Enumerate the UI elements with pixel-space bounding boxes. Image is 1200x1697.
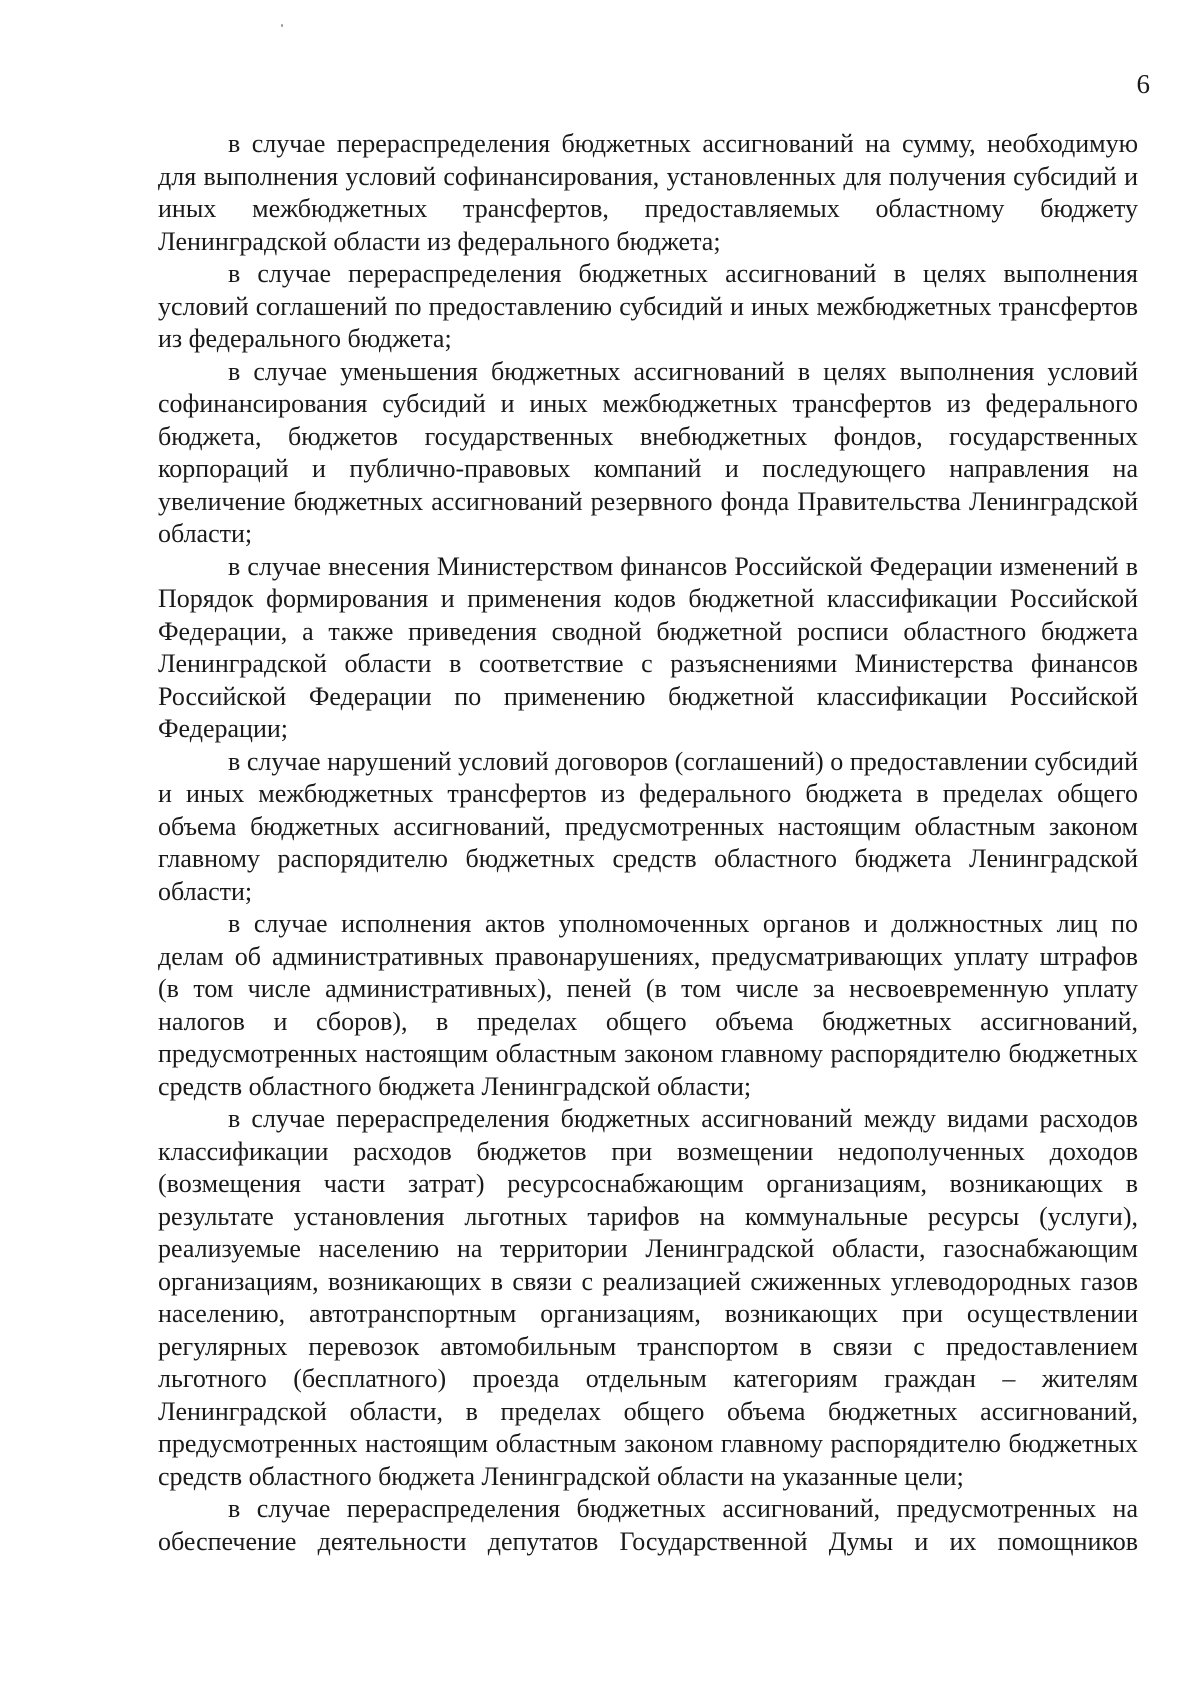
paragraph-tariff-compensation: в случае перераспределения бюджетных ассигнований между видами расходов классификации расходов бюджетов при возмещении недополученных доходов (возмещения части затрат) ресурсоснабжающим организациям, возникающих в результате установления льготных тарифов на коммунальные ресурсы (услуги), реализуемые населению на территории Ленинградской области, газоснабжающим организациям, возникающих в связи с реализацией сжиженных углеводородных газов населению, автотранспортным организациям, возникающих при осуществлении регулярных перевозок автомобильным транспортом в связи с предоставлением льготного (бесплатного) проезда отдельным категориям граждан – жителям Ленинградской области, в пределах общего объема бюджетных ассигнований, предусмотренных настоящим областным законом главному распорядителю бюджетных средств областного бюджета Ленинградской области на указанные цели; — [158, 1104, 1138, 1491]
paragraph-duma-deputies: в случае перераспределения бюджетных ассигнований, предусмотренных на обеспечение деятельности депутатов Государственной Думы и их помощников — [158, 1494, 1138, 1556]
document-body — [158, 128, 1138, 1558]
paragraph-classification-changes: в случае внесения Министерством финансов Российской Федерации изменений в Порядок формирования и применения кодов бюджетной классификации Российской Федерации, а также приведения сводной бюджетной росписи областного бюджета Ленинградской области в соответствие с разъяснениями Министерства финансов Российской Федерации по применению бюджетной классификации Российской Федерации; — [158, 551, 1138, 743]
paragraph-reduction-reserve-fund: в случае уменьшения бюджетных ассигнований в целях выполнения условий софинансирования субсидий и иных межбюджетных трансфертов из федерального бюджета, бюджетов государственных внебюджетных фондов, государственных корпораций и публично-правовых компаний и последующего направления на увеличение бюджетных ассигнований резервного фонда Правительства Ленинградской области; — [158, 356, 1138, 548]
paragraph-agreement-conditions: в случае перераспределения бюджетных ассигнований в целях выполнения условий соглашений по предоставлению субсидий и иных межбюджетных трансфертов из федерального бюджета; — [158, 259, 1138, 353]
paragraph-cofinancing-redistribution: в случае перераспределения бюджетных ассигнований на сумму, необходимую для выполнения условий софинансирования, установленных для получения субсидий и иных межбюджетных трансфертов, предоставляемых областному бюджету Ленинградской области из федерального бюджета; — [158, 129, 1138, 256]
paragraph-agreement-violations: в случае нарушений условий договоров (соглашений) о предоставлении субсидий и иных межбюджетных трансфертов из федерального бюджета в пределах общего объема бюджетных ассигнований, предусмотренных настоящим областным законом главному распорядителю бюджетных средств областного бюджета Ленинградской области; — [158, 746, 1138, 906]
page-number: 6 — [1136, 69, 1150, 99]
paragraph-administrative-acts: в случае исполнения актов уполномоченных органов и должностных лиц по делам об административных правонарушениях, предусматривающих уплату штрафов (в том числе административных), пеней (в том числе за несвоевременную уплату налогов и сборов), в пределах общего объема бюджетных ассигнований, предусмотренных настоящим областным законом главному распорядителю бюджетных средств областного бюджета Ленинградской области; — [158, 909, 1138, 1101]
scan-speck — [281, 24, 283, 27]
